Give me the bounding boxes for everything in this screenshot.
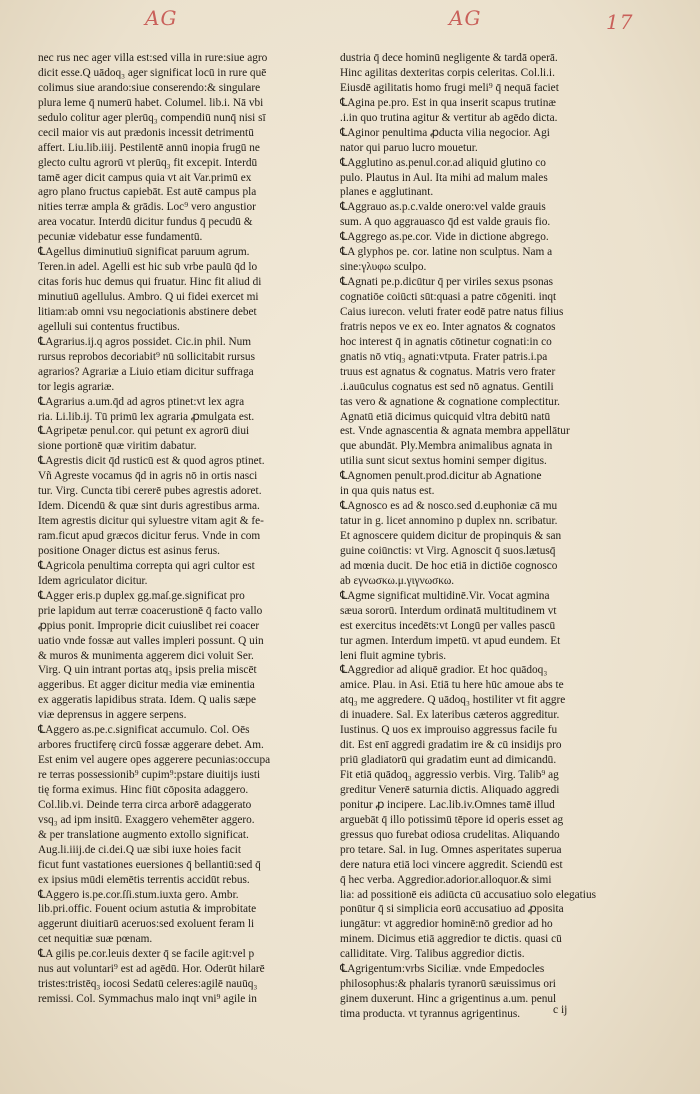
text-line: Item agrestis dicitur qui syluestre vitam agit & fe- [38, 515, 264, 528]
text-line: & muros & munimenta aggerem dici voluit Ser. [38, 649, 254, 662]
text-line: ad mœnia ducit. De hoc etiā in dictiōe cognosco [340, 559, 558, 572]
text-line: sum. A quo aggrauasco q̄d est valde grauis fio. [340, 216, 551, 229]
handwritten-heading-left: AG [145, 6, 178, 30]
text-line: cet nequitiæ suæ pœnam. [38, 933, 153, 946]
text-line: ℄Aginor penultima ꝓducta vilia negocior. Agi [340, 126, 550, 139]
text-line: Eiusdē agilitatis homo frugi meli⁹ q̄ nequā faciet [340, 81, 559, 94]
text-line: aggeribus. Et agger dicitur media viæ eminentia [38, 679, 255, 692]
text-line: ficut funt vastationes euersiones q̄ bellantiū:sed q̄ [38, 858, 261, 871]
text-line: ℄Agripetæ penul.cor. qui petunt ex agrorū diui [38, 425, 250, 438]
handwritten-folio-number: 17 [606, 10, 634, 34]
text-line: pulo. Plautus in Aul. Ita mihi ad malum males [340, 171, 548, 184]
text-line: ℄Aggredior ad aliquē gradior. Et hoc quādoq₃ [340, 664, 548, 677]
text-line: nus aut voluntari⁹ est ad agēdū. Hor. Oderūt hilarē [38, 963, 265, 976]
text-line: rursus reprobos decoriabit⁹ nū sollicitabit rursus [38, 350, 255, 363]
text-line: ℄Aggero is.pe.cor.ſſi.stum.iuxta gero. Ambr. [38, 888, 239, 901]
text-line: agrarios? Agrariæ a Liuio etiam dicitur suffraga [38, 365, 254, 378]
text-line: colimus siue arando:siue conserendo:& singulare [38, 81, 261, 94]
text-line: ria. Li.lib.ij. Tū primū lex agraria ꝓmulgata est. [38, 410, 255, 423]
text-line: ℄Agrarius.ij.q agros possidet. Cic.in phil. Num [38, 335, 252, 348]
text-line: ℄Agellus diminutiuū significat paruum agrum. [38, 246, 250, 259]
text-line: leni fluit agmine tybris. [340, 649, 447, 662]
text-line: nator qui paruo lucro mouetur. [340, 141, 478, 154]
text-line: dicit esse.Q uādoq₃ ager significat locū in rure quē [38, 66, 267, 79]
text-line: ℄A glyphos pe. cor. latine non sculptus. Nam a [340, 246, 553, 259]
text-line: cecil maior vis aut prædonis incessit detrimentū [38, 126, 254, 139]
text-line: dustria q̄ dece hominū negligente & tardā operā. [340, 52, 558, 64]
text-line: Col.lib.vi. Deinde terra circa arborē adaggerato [38, 798, 252, 811]
text-line: ℄A gilis pe.cor.leuis dexter q̄ se facile agit:vel p [38, 948, 255, 961]
text-line: tur agmen. Interdum impetū. vt apud eundem. Et [340, 634, 561, 647]
text-line: vsq₃ ad ipm insitū. Exaggero vehemēter aggero. [38, 813, 255, 826]
text-line: viæ deprensus in aggere serpens. [38, 709, 187, 722]
text-line: tur. Virg. Cuncta tibi cererē pubes agrestis adoret. [38, 485, 262, 498]
text-line: calliditate. Virg. Talibus aggredior dictis. [340, 948, 525, 961]
text-line: affert. Liu.lib.iiij. Pestilentē annū inopia frugū ne [38, 141, 260, 154]
handwritten-heading-right: AG [449, 6, 482, 30]
text-line: nec rus nec ager villa est:sed villa in rure:siue agro [38, 52, 268, 64]
text-line: tima producta. vt tyrannus agrigentinus. [340, 1008, 521, 1020]
text-line: Teren.in adel. Agelli est hic sub vrbe paulū q̄d lo [38, 261, 258, 274]
text-line: arguebāt q̄ illo potissimū tēpore id operis esset ag [340, 813, 564, 826]
text-line: q̄ hec verba. Aggredior.adorior.alloquor.& simi [340, 873, 552, 886]
text-line: ginem duxerunt. Hinc a grigentinus a.um. penul [340, 993, 557, 1006]
text-line: ℄Agnosco es ad & nosco.sed d.euphoniæ cā mu [340, 500, 558, 513]
text-line: Vñ Agreste vocamus q̄d in agris nō in ortis nasci [38, 470, 258, 483]
text-line: area vocatur. Interdū dicitur fundus q̄ pecudū & [38, 216, 253, 229]
text-line: philosophus:& phalaris tyranorū sæuissimus ori [340, 978, 556, 991]
text-line: ℄Agrestis dicit q̄d rusticū est & quod agros ptinet. [38, 455, 265, 468]
text-line: ℄Agnati pe.p.dicūtur q̄ per viriles sexus psonas [340, 276, 554, 289]
signature-mark: c ij [553, 1004, 568, 1016]
text-line: pecuniæ videbatur esse fundamentū. [38, 231, 203, 244]
text-line: plura leme q̄ numerū habet. Columel. lib.i. Nā vbi [38, 96, 264, 109]
text-line: tor legis agrariæ. [38, 380, 115, 393]
text-line: sedulo colitur ager plerūq₃ compendiū nunq̄ nisi sī [38, 111, 266, 124]
text-line: litiam:ab omni vsu negociationis abstinere debet [38, 305, 257, 318]
text-line: .i.auūculus cognatus est sed nō agnatus. Gentili [340, 380, 554, 393]
text-line: est. Vnde agnascentia & agnata membra appellātur [340, 425, 570, 438]
text-line: gnatis nō vtiq₃ agnati:vtputa. Frater patris.i.pa [340, 350, 548, 363]
text-line: guine coiūnctis: vt Virg. Agnoscit q̄ suos.lætusq̄ [340, 544, 556, 557]
text-line: sæua sororū. Interdum ordinatā multitudinem vt [340, 604, 557, 617]
text-line: ℄Agricola penultima correpta qui agri cultor est [38, 559, 255, 572]
text-line: fratris nepos ve ex eo. Inter agnatos & cognatos [340, 320, 556, 333]
text-line: ℄Aggrego as.pe.cor. Vide in dictione abgrego. [340, 231, 549, 244]
text-line: glecto cultu agrorū vt plerūq₃ fit excepit. Interdū [38, 156, 258, 169]
text-line: nities terræ ampla & grādis. Loc⁹ vero angustior [38, 201, 256, 214]
text-line: ex ipsius mūdi elemētis terrentis accidūt rebus. [38, 873, 250, 886]
text-line: ℄Agme significat multidinē.Vir. Vocat agmina [340, 589, 550, 602]
text-line: prie lapidum aut terræ coacerustionē q̄ facto vallo [38, 604, 263, 617]
text-line: tas vero & agnatione & cognatione complectitur. [340, 395, 560, 408]
text-line: tamē ager dicit campus quia vt ait Var.primū ex [38, 171, 252, 184]
text-line: dere natura etiā loci vincere aggredit. Sciendū est [340, 858, 563, 871]
text-line: dit. Est enī aggredi gradatim ire & cū insidijs pro [340, 739, 562, 752]
text-line: agro plano fructus capiebāt. Est autē campus pla [38, 186, 257, 199]
text-line: agelluli sui contentus fructibus. [38, 320, 180, 333]
text-line: Agnatū etiā dicimus quicquid vltra debitū natū [340, 410, 551, 423]
text-line: positione Onager dictus est asinus ferus. [38, 544, 220, 557]
text-line: Fit etiā quādoq₃ aggressio verbis. Virg. Talib⁹ ag [340, 769, 559, 781]
text-line: utilia sunt sicut sextus homini semper digitus. [340, 455, 547, 468]
text-line: tię forma eximus. Hinc fiūt cōposita adaggero. [38, 783, 249, 796]
text-line: Et agnoscere quidem dicitur de propinquis & san [340, 530, 562, 542]
text-line: truus est agnatus & cognatus. Matris vero frater [340, 365, 556, 378]
text-line: ℄Agglutino as.penul.cor.ad aliquid glutino co [340, 156, 546, 169]
text-line: Iustinus. Q uos ex improuiso aggressus facile fu [340, 724, 558, 737]
text-line: priū gladiatorū qui gradatim eunt ad dimicandū. [340, 754, 557, 767]
text-line: Est enim vel augere opes aggerere pecunias:occupa [38, 754, 271, 767]
text-line: tristes:tristēq₃ iocosi Sedatū celeres:agilē nauūq₃ [38, 978, 258, 991]
text-line: Caius iurecon. veluti frater eodē patre natus filius [340, 305, 564, 318]
text-line: ex aggeratis lapidibus strata. Idem. Q ualis sæpe [38, 694, 257, 707]
text-line: Virg. Q uin intrant portas atq₃ ipsis prelia miscēt [38, 664, 257, 677]
text-line: uatio vnde fossæ aut valles impleri possunt. Q uin [38, 634, 264, 647]
text-line: citas foris huc demus qui fruatur. Hinc fit aliud di [38, 276, 262, 289]
text-line: ℄Aggero as.pe.c.significat accumulo. Col. Oēs [38, 724, 250, 737]
text-line: hoc interest q̄ in agnatis cōtinetur cognati:in co [340, 335, 552, 348]
text-line: minem. Dicimus etiā aggredior te dictis. quasi cū [340, 933, 562, 946]
text-line: ponūtur q̄ si simplicia eorū accusatiuo ad ꝓposita [340, 903, 564, 916]
left-text-column [38, 51, 320, 1007]
text-line: sione portionē quæ viritim dabatur. [38, 440, 197, 453]
text-line: greditur Venerē saturnia dictis. Aliquado aggredi [340, 783, 560, 796]
text-line: ab εγνωσκω.μ.γιγνωσκω. [340, 574, 455, 587]
text-line: aggerunt diuitiarū aceruos:sed exoluent feram li [38, 918, 255, 931]
text-line: in qua quis natus est. [340, 485, 435, 498]
text-line: cognatiōe coiūcti sūt:quasi a patre cōgeniti. inqt [340, 291, 557, 303]
text-line: di inuadere. Sal. Ex lateribus cæteros aggreditur. [340, 709, 560, 722]
text-line: pro tetare. Sal. in Iug. Omnes asperitates superua [340, 843, 562, 856]
text-line: ℄Aggrauo as.p.c.valde onero:vel valde grauis [340, 201, 546, 214]
text-line: ℄Agger eris.p duplex gg.maſ.ge.significat pro [38, 589, 245, 602]
text-line: arbores fructiferę circū fossæ aggerare debet. Am. [38, 739, 264, 752]
text-line: Hinc agilitas dexteritas corpis celeritas. Col.li.i. [340, 66, 555, 79]
text-line: sine:γλυφω sculpo. [340, 261, 427, 274]
text-line: iungātur: vt aggredior hominē:nō gredior ad ho [340, 918, 553, 931]
text-line: ℄Agnomen penult.prod.dicitur ab Agnatione [340, 470, 542, 483]
text-line: minutiuū agellulus. Ambro. Q ui fidei exercet mi [38, 291, 259, 303]
text-line: amice. Plau. in Asi. Etiā tu here hūc amoue abs te [340, 679, 564, 692]
text-line: Aug.li.iiij.de ci.dei.Q uæ sibi iuxe hoies facit [38, 843, 241, 856]
text-line: & per translatione augmento extollo significat. [38, 828, 249, 841]
text-line: .i.in quo trutina agitur & vertitur ab agēdo dicta. [340, 111, 558, 124]
text-line: Idem. Dicendū & quæ sint duris agrestibus arma. [38, 500, 260, 513]
text-line: ꝓpius ponit. Improprie dicit cuiuslibet rei coacer [38, 619, 260, 632]
text-line: lib.pri.offic. Fouent ocium astutia & improbitate [38, 903, 257, 916]
text-line: tatur in g. licet annomino p duplex nn. scribatur. [340, 515, 558, 528]
text-line: ℄Agrarius a.um.q̄d ad agros ptinet:vt lex agra [38, 395, 245, 408]
text-line: est exercitus incedēts:vt Longū per valles pascū [340, 619, 556, 632]
text-line: Idem agriculator dicitur. [38, 574, 148, 587]
text-line: remissi. Col. Symmachus malo inqt vni⁹ agile in [38, 993, 257, 1006]
text-line: atq₃ me aggredere. Q uādoq₃ hostiliter vt fit aggre [340, 694, 566, 707]
text-line: gressus quo furebat odiosa crudelitas. Aliquando [340, 828, 560, 841]
text-line: ram.ficut apud græcos dicitur ferus. Vnde in com [38, 530, 261, 542]
right-text-column [340, 51, 634, 1022]
text-line: ℄Agrigentum:vrbs Siciliæ. vnde Empedocles [340, 963, 545, 976]
text-line: ℄Agina pe.pro. Est in qua inserit scapus trutinæ [340, 96, 556, 109]
text-line: planes e agglutinant. [340, 186, 434, 199]
text-line: re terras possessionib⁹ cupim⁹:pstare diuitijs iusti [38, 769, 261, 781]
text-line: lia: ad possitionē eis adiūcta cū accusatiuo solo elegatius [340, 888, 596, 901]
text-line: ponitur ꝓ incipere. Lac.lib.iv.Omnes tamē illud [340, 798, 555, 811]
text-line: que abundāt. Ply.Membra animalibus agnata in [340, 440, 553, 453]
